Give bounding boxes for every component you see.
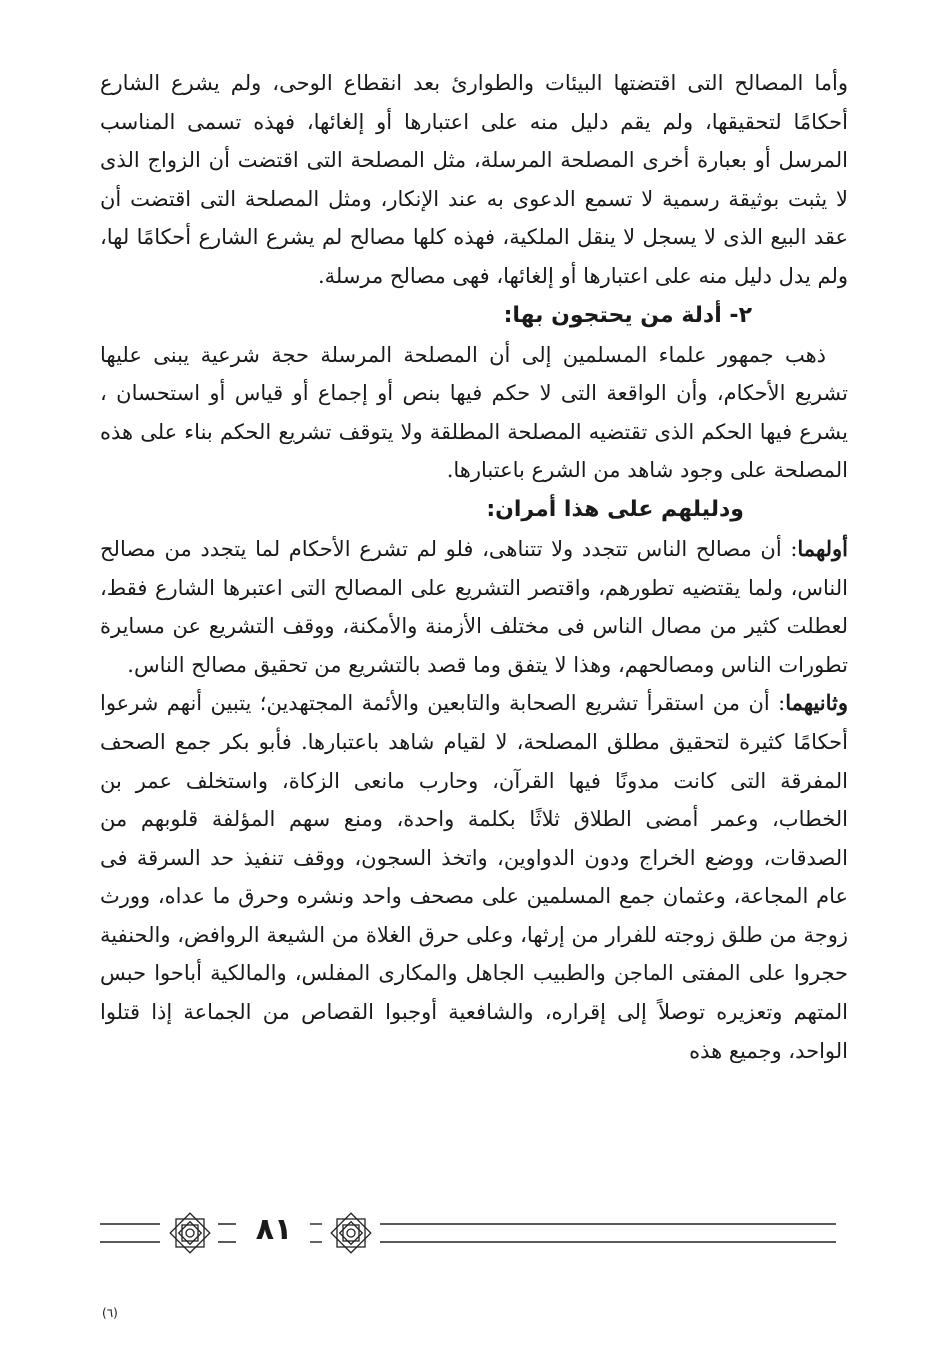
paragraph-majority-view: ذهب جمهور علماء المسلمين إلى أن المصلحة المرسلة حجة شرعية يبنى عليها تشريع الأحكام، وأن الواقعة التى لا حكم فيها بنص أو إجماع أو قياس أو استحسان ، يشرع فيها الحكم الذى تقتضيه المصلحة المطلقة ولا يتوقف تشريع الحكم بناء على هذه المصلحة على وجود شاهد من الشرع باعتبارها.: [100, 342, 848, 483]
star-ornament-left-icon: [170, 1213, 210, 1253]
subheading-two-proofs: ودليلهم على هذا أمران:: [486, 496, 744, 522]
second-proof-text: : أن من استقرأ تشريع الصحابة والتابعين والأئمة المجتهدين؛ يتبين أنهم شرعوا أحكامًا كثيرة لتحقيق مطلق المصلحة، لا لقيام شاهد باعتبارها. فأبو بكر جمع الصحف المفرقة التى كانت مدونًا فيها القرآن، وحارب مانعى الزكاة، واستخلف عمر بن الخطاب، وعمر أمضى الطلاق ثلاثًا بكلمة واحدة، ومنع سهم المؤلفة قلوبهم من الصدقات، ووضع الخراج ودون الدواوين، واتخذ السجون، ووقف تنفيذ حد السرقة فى عام المجاعة، وعثمان جمع المسلمين على مصحف واحد ونشره وحرق ما عداه، وورث زوجة من طلق زوجته للفرار من إرثها، وعلى حرق الغلاة من الشيعة الروافض، والحنفية حجروا على المفتى الماجن والطبيب الجاهل والمكارى المفلس، والمالكية أباحوا حبس المتهم وتعزيره توصلاً إلى إقراره، والشافعية أوجبوا القصاص من الجماعة إذا قتلوا الواحد، وجميع هذه: [100, 691, 848, 1063]
star-ornament-right-icon: [331, 1213, 371, 1253]
page-body: [100, 64, 848, 1070]
paragraph-second-proof: [100, 684, 848, 1070]
footer-ornament: [0, 1210, 936, 1280]
section-heading-evidence: ٢- أدلة من يحتجون بها:: [503, 302, 752, 328]
second-proof-label: وثانيهما: [785, 690, 848, 716]
first-proof-text: : أن مصالح الناس تتجدد ولا تتناهى، فلو لم تشرع الأحكام لما يتجدد من مصالح الناس، ولما يقتضيه تطورهم، واقتصر التشريع على المصالح التى اعتبرها الشارع فقط، لعطلت كثير من مصال الناس فى مختلف الأزمنة والأمكنة، ووقف التشريع عن مسايرة تطورات الناس ومصالحهم، وهذا لا يتفق وما قصد بالتشريع من تحقيق مصالح الناس.: [100, 536, 848, 677]
page-number: ٨١: [255, 1212, 293, 1247]
first-proof-label: أولهما: [797, 535, 848, 561]
signature-mark: (٦): [102, 1306, 118, 1320]
paragraph-maslaha-definition: وأما المصالح التى اقتضتها البيئات والطوارئ بعد انقطاع الوحى، ولم يشرع الشارع أحكامًا لتحقيقها، ولم يقم دليل منه على اعتبارها أو إلغائها، فهذه تسمى المناسب المرسل أو بعبارة أخرى المصلحة المرسلة، مثل المصلحة التى اقتضت أن الزواج الذى لا يثبت بوثيقة رسمية لا تسمع الدعوى به عند الإنكار، ومثل المصلحة التى اقتضت أن عقد البيع الذى لا يسجل لا ينقل الملكية، فهذه كلها مصالح لم يشرع الشارع أحكامًا لها، ولم يدل دليل منه على اعتبارها أو إلغائها، فهى مصالح مرسلة.: [100, 71, 848, 288]
paragraph-first-proof: [100, 530, 848, 684]
